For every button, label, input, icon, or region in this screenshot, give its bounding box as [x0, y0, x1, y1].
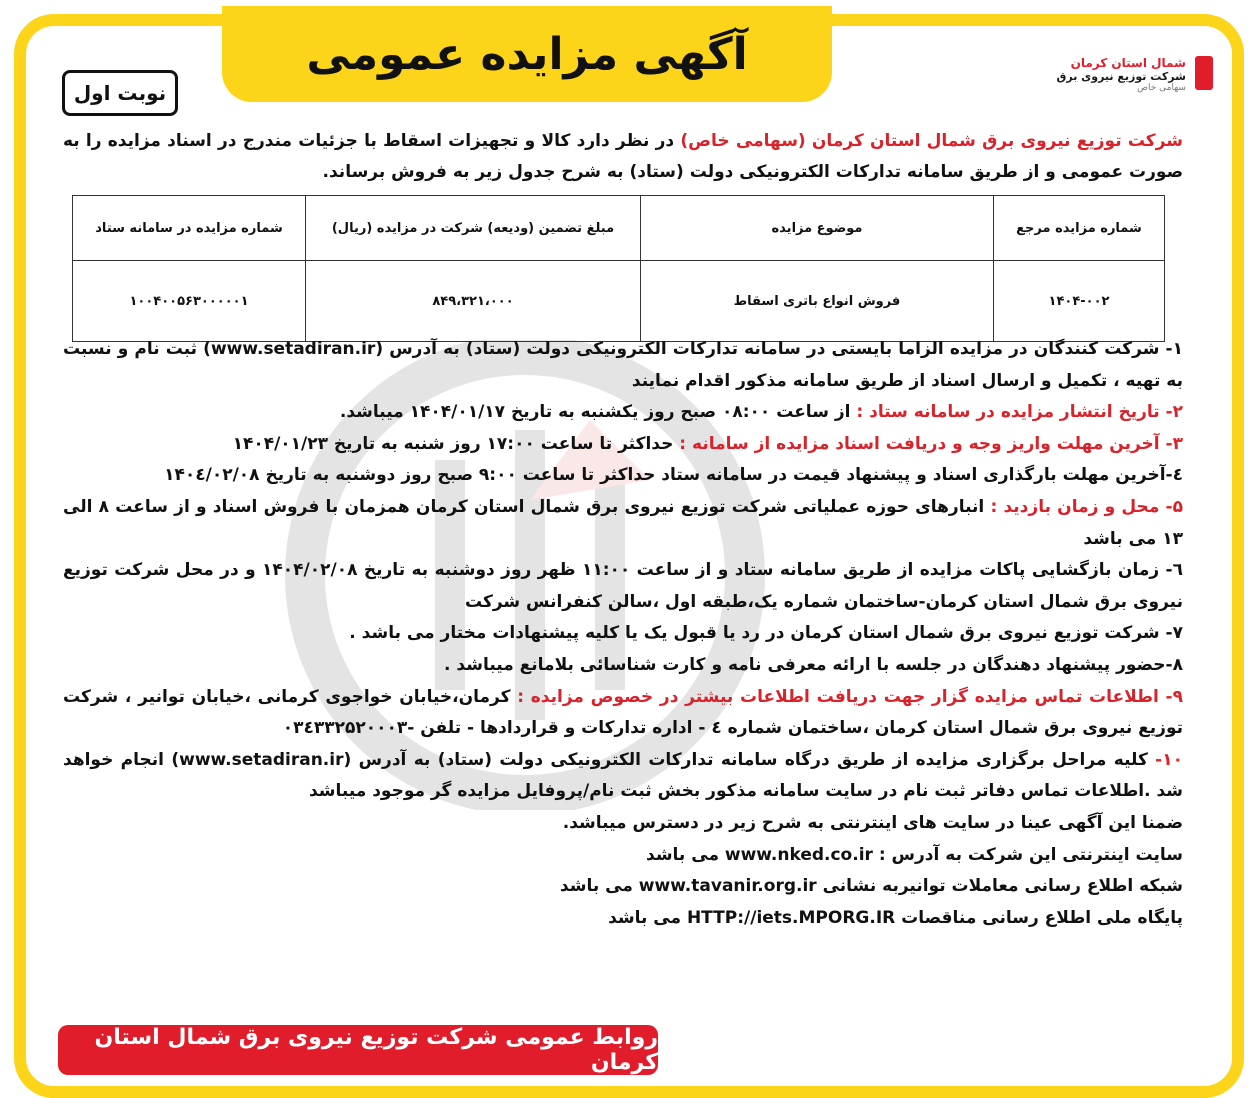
header-ref-number: شماره مزایده مرجع [994, 196, 1165, 261]
intro-text: در نظر دارد کالا و تجهیزات اسقاط با جزئیات مندرج در اسناد مزایده را به صورت عمومی و از طریق سامانه تدارکات الکترونیکی دولت (ستاد) به شرح جدول زیر به فروش برساند. [63, 131, 1183, 182]
footer-banner [58, 1025, 658, 1075]
footer-text: روابط عمومی شرکت توزیع نیروی برق شمال استان کرمان [94, 1025, 658, 1075]
cell-ref-number: ۱۴۰۴-۰۰۲ [994, 261, 1165, 342]
list-item: ۸-حضور پیشنهاد دهندگان در جلسه با ارائه معرفی نامه و کارت شناسائی بلامانع میباشد . [444, 654, 1183, 675]
title-banner [222, 6, 832, 102]
list-item: ۱۰- کلیه مراحل برگزاری مزایده از طریق درگاه سامانه تدارکات الکترونیکی دولت (ستاد) به آدرس (www.setadiran.ir) انجام خواهد شد .اطلاعات تماس دفاتر ثبت نام در سایت سامانه مذکور بخش ثبت نام/پروفایل مزایده گر موجود میباشد [63, 749, 1184, 802]
extra-line: ضمنا این آگهی عینا در سایت های اینترنتی به شرح زیر در دسترس میباشد. [562, 812, 1183, 833]
intro-company: شرکت توزیع نیروی برق شمال استان کرمان (سهامی خاص) [680, 131, 1183, 151]
intro-paragraph [63, 126, 1183, 188]
logo-line-3: سهامی خاص [1137, 83, 1186, 93]
extra-line: شبکه اطلاع رسانی معاملات توانیربه نشانی www.tavanir.org.ir می باشد [559, 876, 1183, 897]
extra-line: پایگاه ملی اطلاع رسانی مناقصات HTTP://iets.MPORG.IR می باشد [608, 907, 1183, 928]
header-subject: موضوع مزایده [641, 196, 994, 261]
logo-line-1: شمال استان کرمان [1070, 56, 1186, 70]
cell-setad-number: ۱۰۰۴۰۰۵۶۳۰۰۰۰۰۱ [73, 261, 306, 342]
header-deposit: مبلغ تضمین (ودیعه) شرکت در مزایده (ریال) [306, 196, 641, 261]
list-item: ٦- زمان بازگشایی پاکات مزایده از طریق سامانه ستاد و از ساعت ۱۱:۰۰ ظهر روز دوشنبه به تاریخ ۱۴۰۴/۰۲/۰۸ و در محل شرکت توزیع نیروی برق شمال استان کرمان-ساختمان شماره یک،طبقه اول ،سالن کنفرانس شرکت [63, 560, 1183, 612]
auction-table [72, 195, 1165, 342]
extra-line: سایت اینترنتی این شرکت به آدرس : www.nked.co.ir می باشد [646, 844, 1183, 865]
company-logo [1023, 56, 1213, 106]
cell-deposit: ۸۴۹،۳۲۱،۰۰۰ [306, 261, 641, 342]
table-row [73, 261, 1165, 342]
list-item: ۵- محل و زمان بازدید : انبارهای حوزه عملیاتی شرکت توزیع نیروی برق شمال استان کرمان همزمان با فروش اسناد و از ساعت ۸ الی ۱۳ می باشد [63, 496, 1184, 549]
page-title: آگهی مزایده عمومی [306, 28, 748, 80]
logo-line-2: شرکت توزیع نیروی برق [1056, 70, 1186, 83]
table-header-row [73, 196, 1165, 261]
list-item: ٤-آخرین مهلت بارگذاری اسناد و پیشنهاد قیمت در سامانه ستاد حداکثر تا ساعت ۹:۰۰ صبح روز دوشنبه به تاریخ ۱۴۰٤/۰۲/۰۸ [164, 465, 1183, 486]
list-item: ۹- اطلاعات تماس مزایده گزار جهت دریافت اطلاعات بیشتر در خصوص مزایده : کرمان،خیابان خواجوی کرمانی ،خیابان توانیر ، شرکت توزیع نیروی برق شمال استان کرمان ،ساختمان شماره ٤ - اداره تدارکات و قراردادها - تلفن -۰۳٤۳۳۲۵۲۰۰۰۳ [63, 686, 1183, 739]
conditions-list [63, 334, 1183, 934]
list-item: ۲- تاریخ انتشار مزایده در سامانه ستاد : از ساعت ۰۸:۰۰ صبح روز یکشنبه به تاریخ ۱۴۰۴/۰۱/۱۷ میباشد. [339, 402, 1183, 423]
lightning-icon [1195, 56, 1213, 90]
header-setad-number: شماره مزایده در سامانه ستاد [73, 196, 306, 261]
list-item: ۱- شرکت کنندگان در مزایده الزاما بایستی در سامانه تدارکات الکترونیکی دولت (ستاد) به آدرس (www.setadiran.ir) ثبت نام و نسبت به تهیه ، تکمیل و ارسال اسناد از طریق سامانه مذکور اقدام نمایند [63, 339, 1183, 391]
list-item: ۳- آخرین مهلت واریز وجه و دریافت اسناد مزایده از سامانه : حداکثر تا ساعت ۱۷:۰۰ روز شنبه به تاریخ ۱۴۰۴/۰۱/۲۳ [232, 433, 1183, 454]
round-badge [62, 70, 178, 116]
round-badge-label: نوبت اول [73, 81, 167, 105]
cell-subject: فروش انواع باتری اسقاط [641, 261, 994, 342]
list-item: ۷- شرکت توزیع نیروی برق شمال استان کرمان در رد یا قبول یک یا کلیه پیشنهادات مختار می باشد . [349, 623, 1183, 644]
